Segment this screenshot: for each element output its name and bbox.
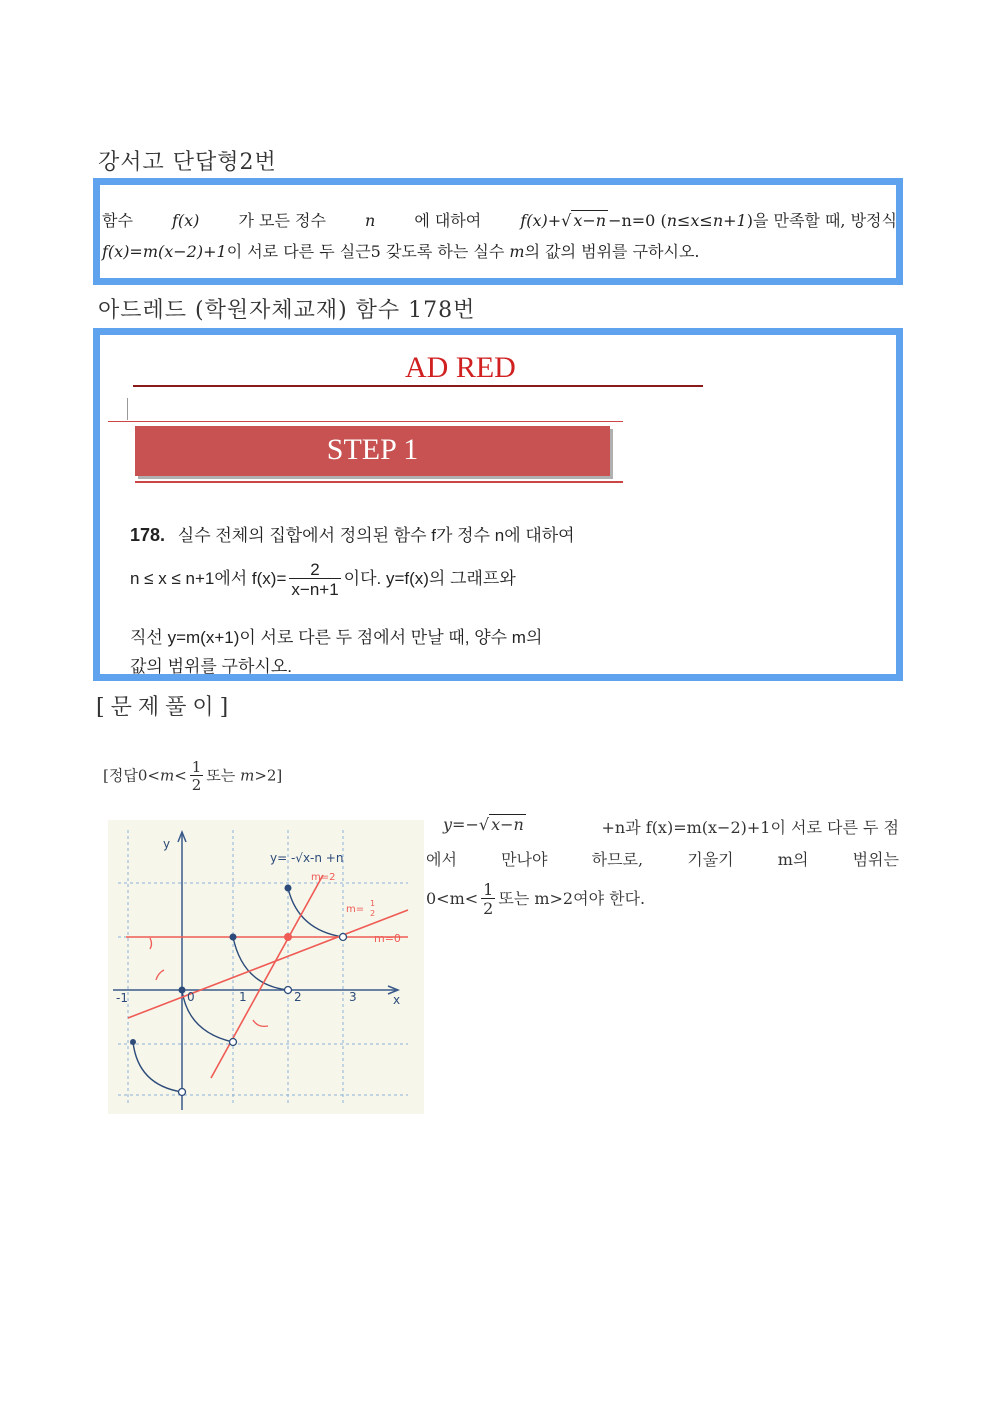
section-heading-1: 강서고 단답형2번 xyxy=(98,150,277,175)
label-mhalf-den: 2 xyxy=(370,909,376,918)
label-one: 1 xyxy=(239,990,247,1004)
label-zero: 0 xyxy=(187,990,195,1004)
rotation-arrows xyxy=(150,938,268,1026)
graph-svg xyxy=(108,820,424,1114)
problem-1-text xyxy=(102,205,897,267)
line-mhalf xyxy=(128,910,408,1018)
problem-1-line-1: 함수 f(x) 가 모든 정수 n 에 대하여 f(x)+√ x−n −n=0 (n≤x≤n+1)을 만족할 때, 방정식 xyxy=(102,211,897,230)
problem-number: 178. xyxy=(130,525,166,545)
problem-2-line-1: 178. 실수 전체의 집합에서 정의된 함수 f가 정수 n에 대하여 xyxy=(130,525,575,545)
label-m2: m=2 xyxy=(311,872,336,883)
solution-line-1: y=−√ x−n +n과 f(x)=m(x−2)+1이 서로 다른 두 점 xyxy=(443,815,899,837)
solution-line-2: 에서 만나야 하므로, 기울기 m의 범위는 xyxy=(426,850,899,869)
step-rule-top xyxy=(108,421,623,422)
label-m0: m=0 xyxy=(374,932,401,945)
solution-fraction: $\frac{1}{2}$ xyxy=(483,880,494,918)
label-neg1: -1 xyxy=(116,991,128,1005)
line-m2 xyxy=(211,875,323,1078)
label-mhalf-num: 1 xyxy=(370,899,376,908)
label-x: x xyxy=(393,993,401,1007)
step-rule-bottom xyxy=(135,481,623,483)
problem-box-2 xyxy=(93,328,903,681)
answer-fraction: $\frac{1}{2}$ xyxy=(191,758,202,794)
brand-rule xyxy=(133,385,703,387)
label-two: 2 xyxy=(294,990,302,1004)
problem-box-1 xyxy=(93,178,903,285)
solution-line-3: 0<m< $\frac{1}{2}$ 또는 m>2여야 한다. xyxy=(426,880,646,918)
problem-2-line-2: n ≤ x ≤ n+1에서 f(x)= $\frac{2}{x-n+1}$ 이다. y=f(x)의 그래프와 xyxy=(130,560,516,599)
solution-graph xyxy=(108,820,424,1114)
label-curve: y= -√x-n +n xyxy=(270,851,344,865)
section-heading-2: 아드레드 (학원자체교재) 함수 178번 xyxy=(98,298,476,323)
problem-2-line-3: 직선 y=m(x+1)이 서로 다른 두 점에서 만날 때, 양수 m의 xyxy=(130,628,543,647)
fraction: $\frac{2}{x-n+1}$ xyxy=(291,560,339,599)
grid xyxy=(118,830,408,1104)
step-label: STEP 1 xyxy=(326,433,419,466)
label-mhalf: m= xyxy=(346,904,365,915)
label-y: y xyxy=(163,837,171,851)
tab-marker xyxy=(127,398,128,420)
section-heading-3: [문제풀이] xyxy=(96,695,235,720)
problem-2-line-4: 값의 범위를 구하시오. xyxy=(130,657,292,676)
step-banner xyxy=(135,426,610,476)
brand-title: AD RED xyxy=(405,351,516,384)
problem-1-line-2: f(x)=m(x−2)+1이 서로 다른 두 실근5 갖도록 하는 실수 m의 값의 범위를 구하시오. xyxy=(102,242,700,261)
label-three: 3 xyxy=(349,990,357,1004)
answer-line: [정답0<m< $\frac{1}{2}$ 또는 m>2] xyxy=(103,758,283,794)
